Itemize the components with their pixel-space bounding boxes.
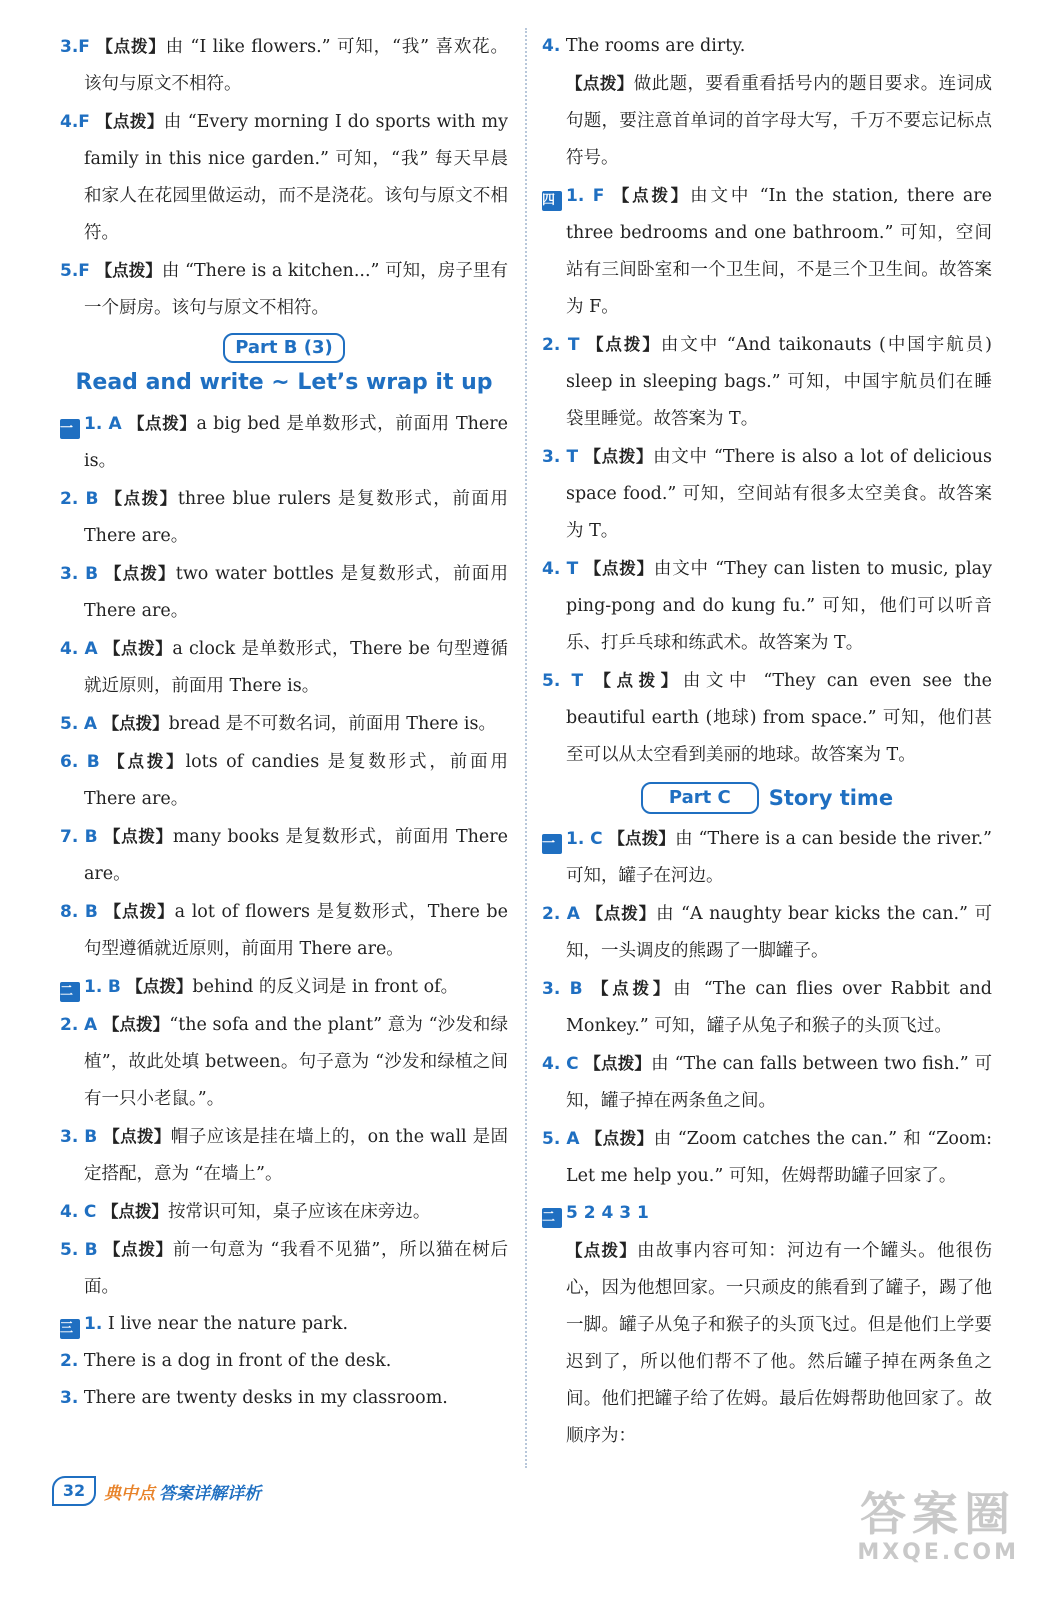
answer-item: 4. T 【点拨】由文中 “They can listen to music, play ping-pong and do kung fu.” 可知，他们可以听音乐、打乒乓球和练武术。故答案为 T。	[542, 559, 992, 653]
page-footer	[52, 1476, 261, 1506]
answer-item: 4. A 【点拨】a clock 是单数形式，There be 句型遵循就近原则，前面用 There is。	[60, 639, 508, 696]
column-divider	[525, 28, 527, 1468]
answer-item: 三 1. I live near the nature park.	[60, 1306, 508, 1343]
answer-note: 【点拨】做此题，要看重看括号内的题目要求。连词成句题，要注意首单词的首字母大写，千万不要忘记标点符号。	[566, 74, 993, 168]
answer-item: 8. B 【点拨】a lot of flowers 是复数形式，There be 句型遵循就近原则，前面用 There are。	[60, 902, 508, 959]
brand-logo: 典中点	[104, 1483, 155, 1504]
answer-item: 5.F 【点拨】由 “There is a kitchen...” 可知，房子里有一个厨房。该句与原文不相符。	[60, 261, 508, 318]
answer-item: 二 5 2 4 3 1	[542, 1195, 992, 1232]
brand-label	[104, 1479, 261, 1504]
page-number: 32	[52, 1476, 96, 1506]
brand-text: 答案详解详析	[159, 1483, 261, 1504]
section-subtitle: Read and write ~ Let’s wrap it up	[75, 370, 493, 395]
watermark-url: MXQE.COM	[857, 1540, 1019, 1565]
answer-item: 四 1. F 【点拨】由文中 “In the station, there are three bedrooms and one bathroom.” 可知，空间站有三间卧室和一个卫生间，不是三个卫生间。故答案为 F。	[542, 186, 993, 317]
group-mark-icon: 三	[60, 1319, 80, 1339]
answer-item: 5. A 【点拨】由 “Zoom catches the can.” 和 “Zoom: Let me help you.” 可知，佐姆帮助罐子回家了。	[542, 1129, 992, 1186]
answer-item: 3. T 【点拨】由文中 “There is also a lot of delicious space food.” 可知，空间站有很多太空美食。故答案为 T。	[542, 447, 992, 541]
group-mark-icon: 二	[60, 982, 80, 1002]
answer-item: 3. B 【点拨】帽子应该是挂在墙上的，on the wall 是固定搭配，意为 “在墙上”。	[60, 1127, 508, 1184]
answer-item: 2. A 【点拨】由 “A naughty bear kicks the can.” 可知，一头调皮的熊踢了一脚罐子。	[542, 904, 992, 961]
group-mark-icon: 一	[60, 419, 80, 439]
section-pill: Part B (3)	[223, 333, 345, 363]
answer-item: 6. B 【点拨】lots of candies 是复数形式，前面用 There are。	[60, 752, 508, 809]
answer-note: 【点拨】由故事内容可知：河边有一个罐头。他很伤心，因为他想回家。一只顽皮的熊看到了罐子，踢了他一脚。罐子从兔子和猴子的头顶飞过。但是他们上学要迟到了，所以他们帮不了他。然后罐子掉在两条鱼之间。他们把罐子给了佐姆。最后佐姆帮助他回家了。故顺序为：	[566, 1241, 992, 1446]
watermark	[857, 1488, 1019, 1566]
answer-item: 4. The rooms are dirty.	[542, 36, 746, 56]
answer-item: 7. B 【点拨】many books 是复数形式，前面用 There are。	[60, 827, 508, 884]
section-header	[60, 333, 508, 363]
answer-item: 2. There is a dog in front of the desk.	[60, 1351, 392, 1371]
answer-item: 4. C 【点拨】按常识可知，桌子应该在床旁边。	[60, 1202, 431, 1222]
answer-item: 5. B 【点拨】前一句意为 “我看不见猫”，所以猫在树后面。	[60, 1240, 508, 1297]
section-title: Story time	[768, 786, 894, 810]
answer-item: 2. B 【点拨】three blue rulers 是复数形式，前面用 There are。	[60, 489, 508, 546]
answer-item: 一 1. A 【点拨】a big bed 是单数形式，前面用 There is。	[60, 414, 508, 471]
answer-item: 一 1. C 【点拨】由 “There is a can beside the river.” 可知，罐子在河边。	[542, 829, 992, 886]
answer-item: 2. T 【点拨】由文中 “And taikonauts (中国宇航员) sleep in sleeping bags.” 可知，中国宇航员们在睡袋里睡觉。故答案为 T。	[542, 335, 992, 429]
section-pill: Part C	[641, 782, 759, 814]
answer-item: 4. C 【点拨】由 “The can falls between two fish.” 可知，罐子掉在两条鱼之间。	[542, 1054, 992, 1111]
group-mark-icon: 一	[542, 834, 562, 854]
answer-item: 3. B 【点拨】由 “The can flies over Rabbit and Monkey.” 可知，罐子从兔子和猴子的头顶飞过。	[542, 979, 992, 1036]
answer-item: 3. B 【点拨】two water bottles 是复数形式，前面用 There are。	[60, 564, 508, 621]
group-mark-icon: 四	[542, 191, 562, 211]
answer-item: 2. A 【点拨】“the sofa and the plant” 意为 “沙发和绿植”，故此处填 between。句子意为 “沙发和绿植之间有一只小老鼠。”。	[60, 1015, 508, 1109]
left-column	[60, 28, 508, 1417]
watermark-text: 答案圈	[860, 1487, 1017, 1541]
answer-item: 3.F 【点拨】由 “I like flowers.” 可知，“我” 喜欢花。该句与原文不相符。	[60, 37, 508, 94]
answer-item: 二 1. B 【点拨】behind 的反义词是 in front of。	[60, 968, 508, 1006]
answer-item: 5. T 【点拨】由文中 “They can even see the beautiful earth (地球) from space.” 可知，他们甚至可以从太空看到美丽的地球。故答案为 T。	[542, 671, 992, 765]
answer-item: 4.F 【点拨】由 “Every morning I do sports with my family in this nice garden.” 可知，“我” 每天早晨和家人在花园里做运动，而不是浇花。该句与原文不相符。	[60, 112, 508, 243]
right-column	[542, 28, 992, 1455]
group-mark-icon: 二	[542, 1208, 562, 1228]
answer-item: 3. There are twenty desks in my classroom.	[60, 1388, 448, 1408]
section-header-part-c	[542, 782, 992, 814]
answer-item: 5. A 【点拨】bread 是不可数名词，前面用 There is。	[60, 714, 496, 734]
